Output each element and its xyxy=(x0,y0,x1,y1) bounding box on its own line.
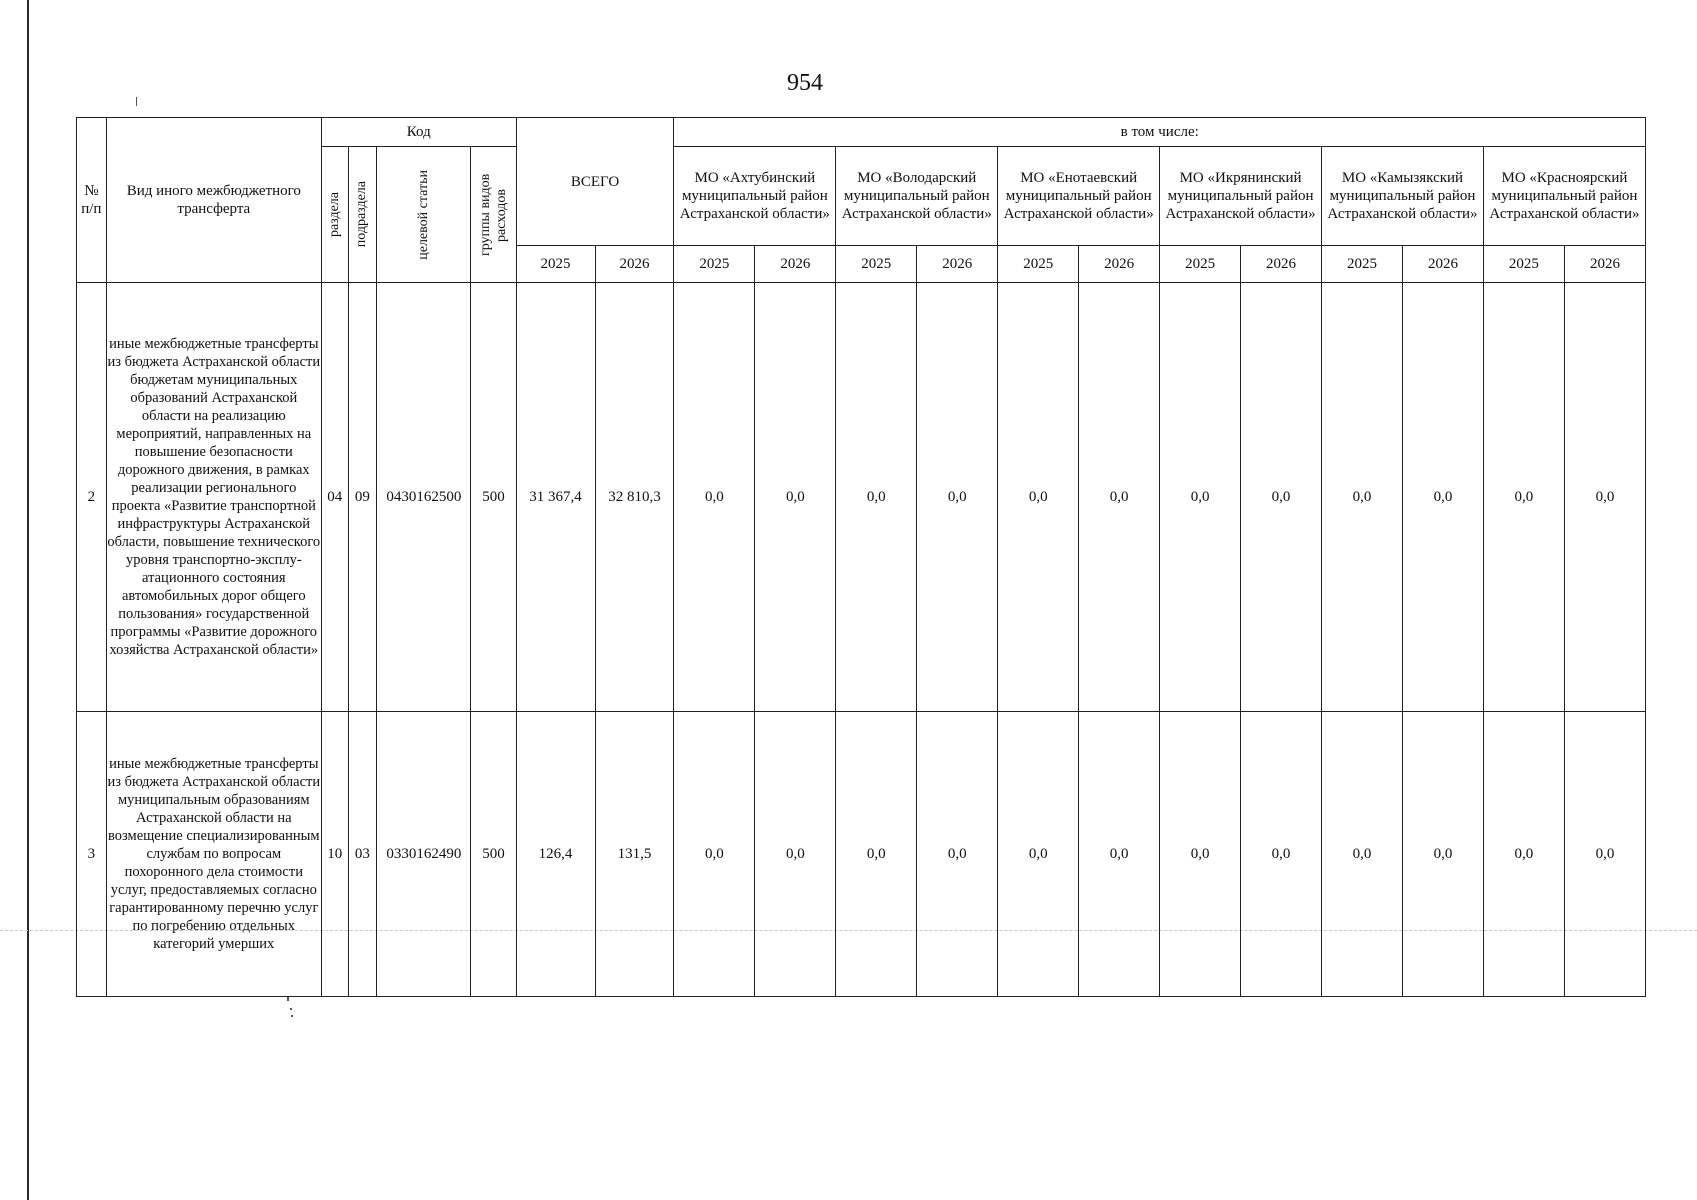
row-num: 3 xyxy=(77,712,107,997)
scan-left-edge-line xyxy=(27,0,29,1200)
scan-speck xyxy=(291,1015,293,1017)
row-value: 0,0 xyxy=(1079,283,1160,712)
header-code-group-label: группы видов расходов xyxy=(477,173,509,256)
row-target: 0430162500 xyxy=(377,283,471,712)
header-num-label: № п/п xyxy=(81,183,102,217)
header-code-target-label: целевой статьи xyxy=(415,169,431,260)
year-label: 2025 xyxy=(674,246,755,283)
header-mo-kamyzyaksky: МО «Камызякский муниципальный район Астраханской области» xyxy=(1322,147,1484,246)
year-label: 2026 xyxy=(595,246,674,283)
row-value: 0,0 xyxy=(998,283,1079,712)
header-code-podrazdel xyxy=(348,147,377,283)
header-mo-enotaevsky: МО «Енотаевский муниципальный район Астраханской области» xyxy=(998,147,1160,246)
row-value: 0,0 xyxy=(1483,283,1564,712)
row-podrazdel: 03 xyxy=(348,712,377,997)
header-mo-volodarsky: МО «Володарский муниципальный район Астраханской области» xyxy=(836,147,998,246)
year-label: 2025 xyxy=(1483,246,1564,283)
header-mo-krasnoyarsky: МО «Красноярский муниципальный район Астраханской области» xyxy=(1483,147,1645,246)
header-total: ВСЕГО xyxy=(516,118,674,246)
row-value: 0,0 xyxy=(674,283,755,712)
row-value: 0,0 xyxy=(1322,712,1403,997)
row-value: 0,0 xyxy=(1564,712,1645,997)
row-value: 0,0 xyxy=(1483,712,1564,997)
row-podrazdel: 09 xyxy=(348,283,377,712)
row-total-2026: 32 810,3 xyxy=(595,283,674,712)
header-code: Код xyxy=(321,118,516,147)
header-num xyxy=(77,118,107,283)
year-label: 2026 xyxy=(1241,246,1322,283)
header-row-top xyxy=(77,118,1646,147)
page-number: 954 xyxy=(787,70,823,96)
header-code-razdel xyxy=(321,147,348,283)
row-value: 0,0 xyxy=(1160,283,1241,712)
row-value: 0,0 xyxy=(917,283,998,712)
row-description: иные межбюджетные трансферты из бюджета Астраханской области бюджетам муниципальных образований Астраханской области на реализацию мероприятий, направленных на повышение безопасности дорожного движения, в рамках реализации регионального проекта «Развитие транспортной инфраструктуры Астраханской области, повышение технического уровня транспортно-эксплу-атационного состояния автомобильных дорог общего пользования» государственной программы «Развитие дорожного хозяйства Астраханской области» xyxy=(106,283,321,712)
row-target: 0330162490 xyxy=(377,712,471,997)
header-type-label: Вид иного межбюджетного трансферта xyxy=(126,183,301,217)
row-group: 500 xyxy=(471,712,516,997)
header-type xyxy=(106,118,321,283)
row-group: 500 xyxy=(471,283,516,712)
row-razdel: 10 xyxy=(321,712,348,997)
header-including: в том числе: xyxy=(674,118,1646,147)
year-label: 2026 xyxy=(1079,246,1160,283)
year-label: 2025 xyxy=(998,246,1079,283)
year-label: 2025 xyxy=(836,246,917,283)
row-razdel: 04 xyxy=(321,283,348,712)
row-value: 0,0 xyxy=(674,712,755,997)
row-value: 0,0 xyxy=(998,712,1079,997)
row-value: 0,0 xyxy=(1402,283,1483,712)
row-value: 0,0 xyxy=(836,712,917,997)
transfers-table xyxy=(76,117,1646,997)
row-value: 0,0 xyxy=(1160,712,1241,997)
header-mo-ikryaninsky: МО «Икрянинский муниципальный район Астраханской области» xyxy=(1160,147,1322,246)
year-label: 2026 xyxy=(917,246,998,283)
row-value: 0,0 xyxy=(836,283,917,712)
table-row xyxy=(77,712,1646,997)
row-value: 0,0 xyxy=(755,283,836,712)
row-value: 0,0 xyxy=(917,712,998,997)
row-value: 0,0 xyxy=(755,712,836,997)
table-row xyxy=(77,283,1646,712)
scan-speck xyxy=(290,1008,292,1010)
row-value: 0,0 xyxy=(1079,712,1160,997)
row-value: 0,0 xyxy=(1322,283,1403,712)
row-num: 2 xyxy=(77,283,107,712)
year-label: 2025 xyxy=(1160,246,1241,283)
year-label: 2026 xyxy=(1564,246,1645,283)
row-value: 0,0 xyxy=(1241,283,1322,712)
header-mo-akhtubinsky: МО «Ахтубинский муниципальный район Астраханской области» xyxy=(674,147,836,246)
year-label: 2026 xyxy=(755,246,836,283)
row-total-2025: 31 367,4 xyxy=(516,283,595,712)
row-description: иные межбюджетные трансферты из бюджета Астраханской области муниципальным образованиям Астраханской области на возмещение специализированным службам по вопросам похоронного дела стоимости услуг, предоставляемых согласно гарантированному перечню услуг по погребению отдельных категорий умерших xyxy=(106,712,321,997)
year-label: 2025 xyxy=(516,246,595,283)
year-label: 2025 xyxy=(1322,246,1403,283)
scan-speck xyxy=(136,97,137,106)
header-code-podrazdel-label: подраздела xyxy=(354,181,370,248)
year-label: 2026 xyxy=(1402,246,1483,283)
row-value: 0,0 xyxy=(1564,283,1645,712)
header-code-group xyxy=(471,147,516,283)
row-value: 0,0 xyxy=(1241,712,1322,997)
header-code-razdel-label: раздела xyxy=(326,191,342,238)
header-code-target xyxy=(377,147,471,283)
row-total-2025: 126,4 xyxy=(516,712,595,997)
row-value: 0,0 xyxy=(1402,712,1483,997)
row-total-2026: 131,5 xyxy=(595,712,674,997)
